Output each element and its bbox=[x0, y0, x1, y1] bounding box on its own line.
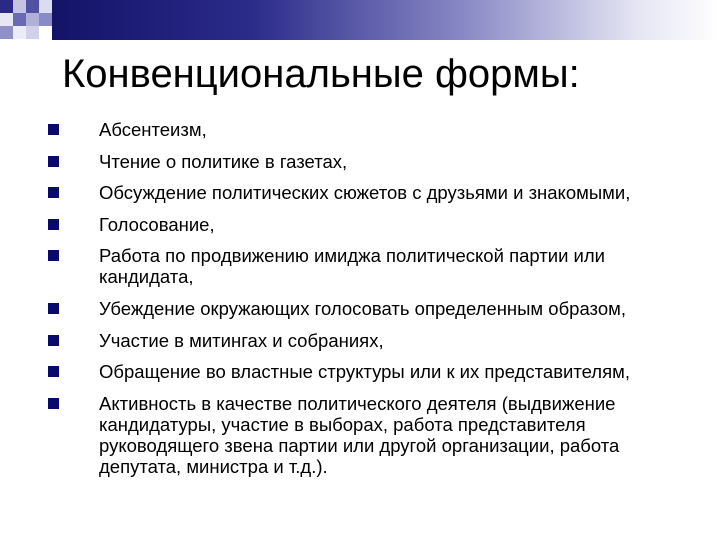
decorative-square bbox=[13, 0, 26, 13]
square-bullet-icon bbox=[48, 187, 59, 198]
list-item bbox=[0, 245, 720, 287]
decorative-square bbox=[0, 26, 13, 39]
decorative-square bbox=[0, 13, 13, 26]
list-item bbox=[0, 119, 720, 140]
square-bullet-icon bbox=[48, 366, 59, 377]
list-item bbox=[0, 361, 720, 382]
decorative-square bbox=[39, 0, 52, 13]
list-item bbox=[0, 393, 720, 477]
list-item bbox=[0, 214, 720, 235]
list-item-text: Голосование, bbox=[99, 213, 215, 235]
list-item-text: Обсуждение политических сюжетов с друзьями и знакомыми, bbox=[99, 182, 631, 204]
square-bullet-icon bbox=[48, 219, 59, 230]
decorative-square bbox=[26, 26, 39, 39]
decorative-square bbox=[26, 0, 39, 13]
square-bullet-icon bbox=[48, 124, 59, 135]
list-item-text: Работа по продвижению имиджа политической партии или кандидата, bbox=[99, 245, 606, 288]
header-gradient-bar bbox=[52, 0, 720, 40]
list-item-text: Чтение о политике в газетах, bbox=[99, 150, 348, 172]
list-item-text: Активность в качестве политического деятеля (выдвижение кандидатуры, участие в выборах, работа представителя руководящего звена партии или другой организации, работа депутата, министра и т.д.). bbox=[99, 392, 620, 477]
list-item bbox=[0, 330, 720, 351]
list-item bbox=[0, 151, 720, 172]
slide-title: Конвенциональные формы: bbox=[62, 52, 580, 96]
list-item-text: Абсентеизм, bbox=[99, 119, 207, 140]
square-bullet-icon bbox=[48, 335, 59, 346]
list-item bbox=[0, 182, 720, 203]
decorative-square bbox=[13, 26, 26, 39]
square-bullet-icon bbox=[48, 250, 59, 261]
list-item bbox=[0, 298, 720, 319]
decorative-square bbox=[0, 0, 13, 13]
list-item-text: Участие в митингах и собраниях, bbox=[99, 329, 384, 351]
square-bullet-icon bbox=[48, 398, 59, 409]
decorative-square bbox=[13, 13, 26, 26]
decorative-header-bar bbox=[0, 0, 720, 48]
list-item-text: Убеждение окружающих голосовать определенным образом, bbox=[99, 297, 626, 319]
square-bullet-icon bbox=[48, 303, 59, 314]
bullet-list bbox=[0, 119, 720, 487]
decorative-square bbox=[26, 13, 39, 26]
list-item-text: Обращение во властные структуры или к их представителям, bbox=[99, 361, 630, 383]
square-bullet-icon bbox=[48, 156, 59, 167]
decorative-square bbox=[39, 13, 52, 26]
